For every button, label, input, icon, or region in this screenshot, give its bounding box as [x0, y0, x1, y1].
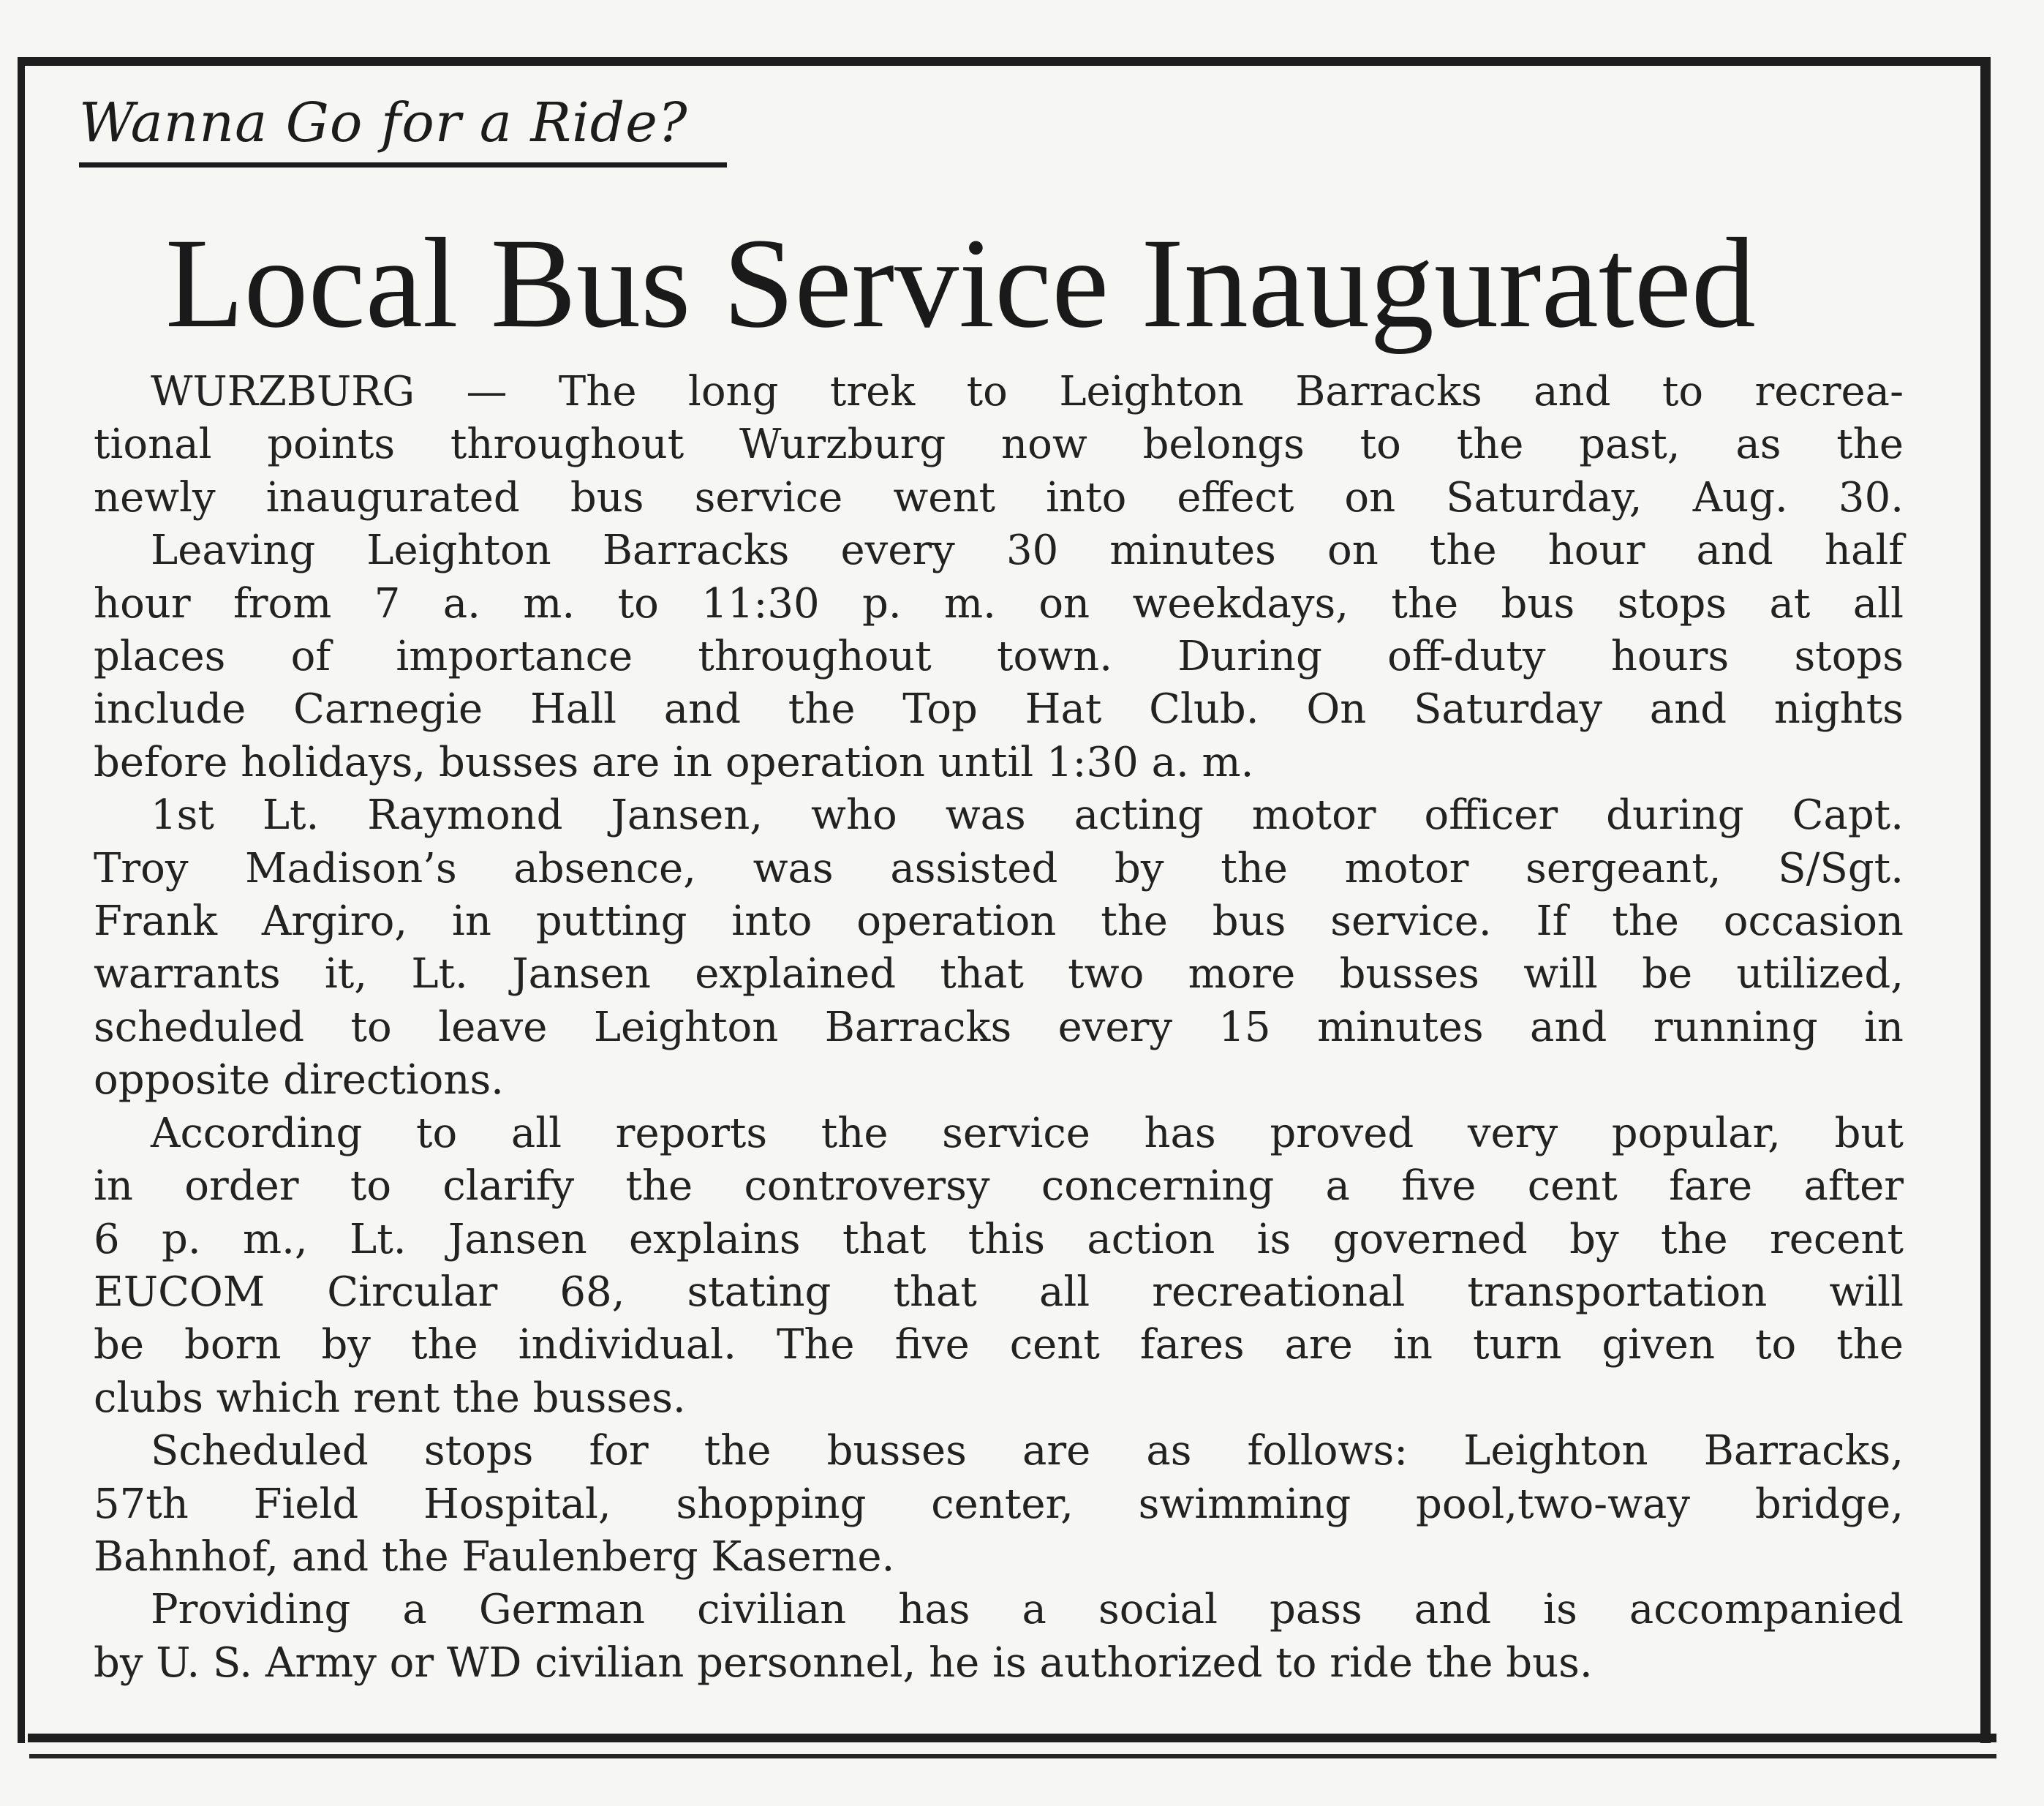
body-line: WURZBURG — The long trek to Leighton Barracks and to recrea- — [151, 368, 1904, 415]
body-line: 1st Lt. Raymond Jansen, who was acting motor officer during Capt. — [151, 791, 1904, 840]
body-line: clubs which rent the busses. — [94, 1374, 686, 1422]
bottom-rule — [28, 1734, 1996, 1742]
body-line: include Carnegie Hall and the Top Hat Club. On Saturday and nights — [94, 685, 1904, 734]
kicker-headline: Wanna Go for a Ride? — [79, 95, 727, 168]
body-line: According to all reports the service has proved very popular, but — [151, 1109, 1904, 1157]
body-line: 57th Field Hospital, shopping center, swimming pool,two-way bridge, — [94, 1480, 1904, 1528]
article-body — [94, 366, 1904, 1690]
main-headline: Local Bus Service Inaugurated — [165, 212, 1756, 355]
body-line: by U. S. Army or WD civilian personnel, he is authorized to ride the bus. — [94, 1638, 1593, 1687]
body-line: hour from 7 a. m. to 11:30 p. m. on weekdays, the bus stops at all — [94, 579, 1904, 628]
body-line: warrants it, Lt. Jansen explained that two more busses will be utilized, — [94, 950, 1904, 998]
body-line: Scheduled stops for the busses are as follows: Leighton Barracks, — [151, 1427, 1904, 1475]
body-line: places of importance throughout town. During off-duty hours stops — [94, 633, 1904, 681]
body-line: before holidays, busses are in operation until 1:30 a. m. — [94, 738, 1254, 786]
body-line: Leaving Leighton Barracks every 30 minutes on the hour and half — [151, 527, 1904, 575]
body-line: Troy Madison’s absence, was assisted by the motor sergeant, S/Sgt. — [94, 844, 1904, 892]
body-line: Bahnhof, and the Faulenberg Kaserne. — [94, 1532, 895, 1581]
bottom-rule-secondary — [29, 1754, 1996, 1758]
body-line: EUCOM Circular 68, stating that all recreational transportation will — [94, 1268, 1904, 1316]
body-line: scheduled to leave Leighton Barracks every 15 minutes and running in — [94, 1003, 1904, 1051]
body-line: newly inaugurated bus service went into effect on Saturday, Aug. 30. — [94, 473, 1904, 522]
body-line: be born by the individual. The five cent fares are in turn given to the — [94, 1321, 1904, 1369]
body-line: Providing a German civilian has a social pass and is accompanied — [151, 1586, 1904, 1634]
body-line: in order to clarify the controversy concerning a five cent fare after — [94, 1162, 1904, 1211]
body-line: Frank Argiro, in putting into operation the bus service. If the occasion — [94, 898, 1904, 946]
body-line: opposite directions. — [94, 1056, 504, 1105]
body-line: tional points throughout Wurzburg now belongs to the past, as the — [94, 421, 1904, 469]
body-line: 6 p. m., Lt. Jansen explains that this action is governed by the recent — [94, 1215, 1904, 1263]
